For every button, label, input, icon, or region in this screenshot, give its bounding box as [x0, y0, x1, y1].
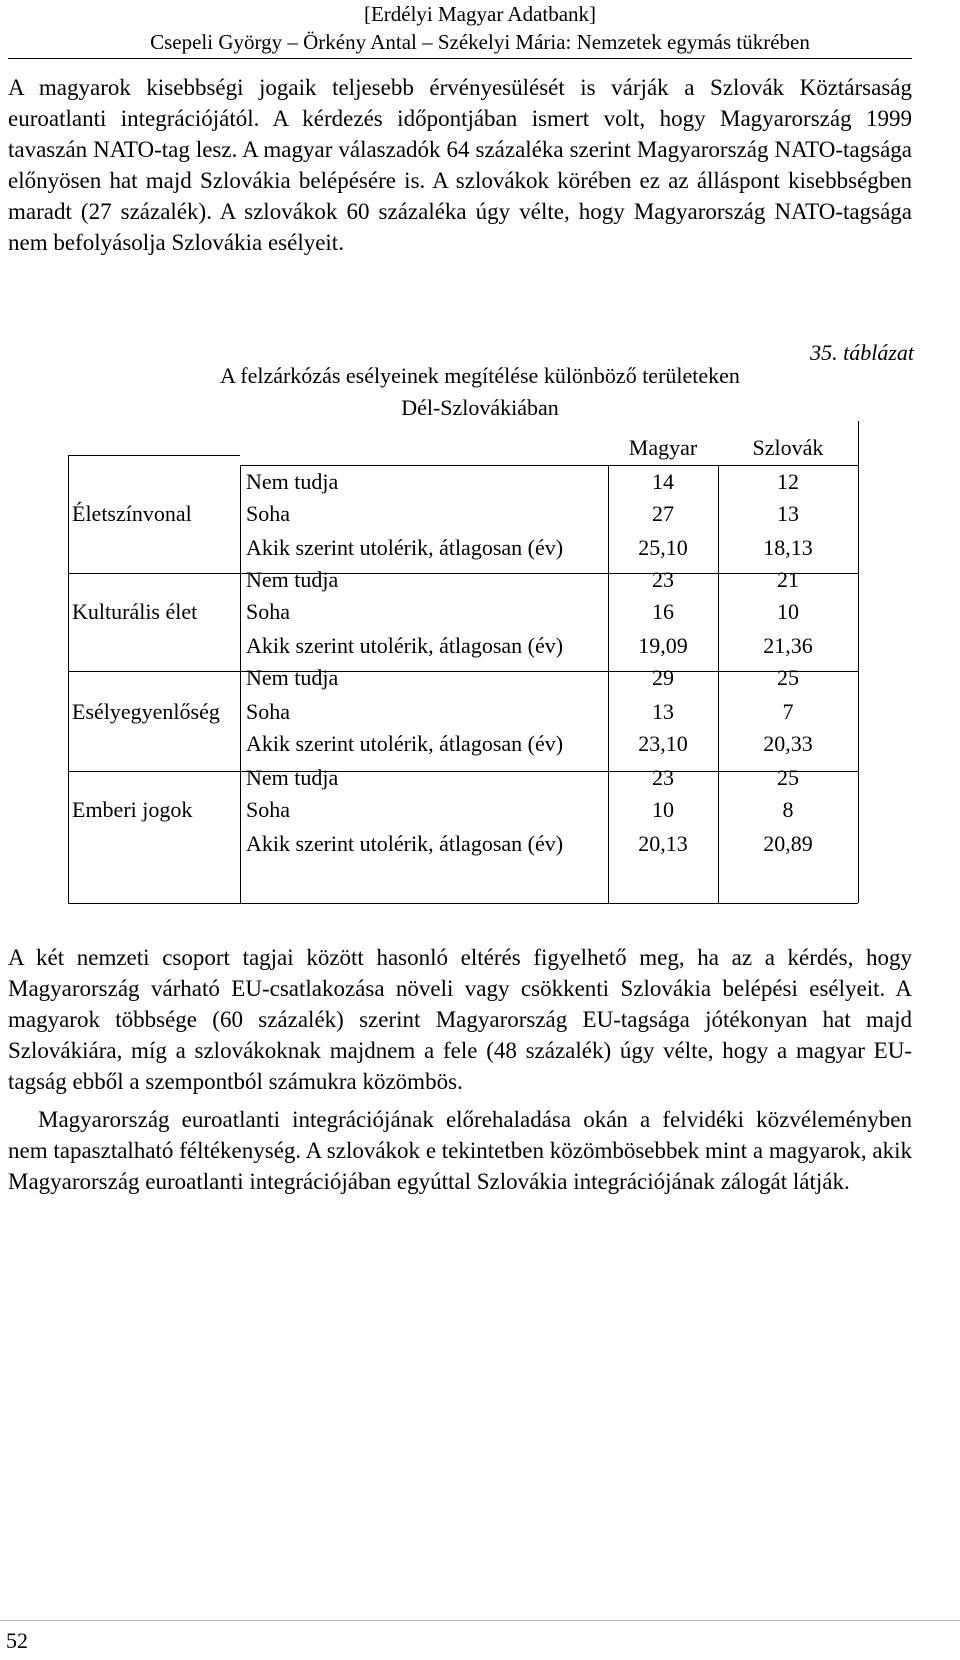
table-rule: [240, 465, 241, 903]
row-label: Soha: [246, 501, 290, 526]
table-rule: [68, 455, 240, 456]
cell-szlovak: 12: [777, 469, 799, 494]
table-rule: [68, 455, 69, 903]
cell-szlovak: 13: [777, 501, 799, 526]
group-label: Életszínvonal: [72, 501, 192, 526]
table-rule: [68, 903, 858, 904]
cell-magyar: 29: [652, 665, 674, 690]
cell-magyar: 19,09: [638, 633, 688, 658]
cell-magyar: 23: [652, 567, 674, 592]
cell-magyar: 16: [652, 599, 674, 624]
paragraph-2: A két nemzeti csoport tagjai között hasonló eltérés figyelhető meg, ha az a kérdés, hogy Magyarország várható EU-csatlakozása növeli vagy csökkenti Szlovákia belépési esélyeit. A magyarok többsége (60 százalék) szerint Magyarország EU-tagsága jótékonyan hat majd Szlovákiára, míg a szlovákoknak majdnem a fele (48 százalék) úgy vélte, hogy a magyar EU-tagság ebből a szempontból számukra közömbös.: [8, 945, 912, 1094]
row-label: Akik szerint utolérik, átlagosan (év): [246, 633, 564, 658]
cell-magyar: 10: [652, 797, 674, 822]
col-header-magyar: Magyar: [628, 435, 698, 460]
row-label: Soha: [246, 699, 290, 724]
cell-magyar: 20,13: [638, 831, 688, 856]
cell-szlovak: 20,33: [763, 731, 813, 756]
header-rule: [8, 58, 912, 59]
row-label: Nem tudja: [246, 469, 339, 494]
page-number: 52: [6, 1628, 28, 1653]
cell-szlovak: 25: [777, 765, 799, 790]
cell-szlovak: 20,89: [763, 831, 813, 856]
group-label: Kulturális élet: [72, 599, 198, 624]
row-label: Akik szerint utolérik, átlagosan (év): [246, 535, 564, 560]
cell-magyar: 25,10: [638, 535, 688, 560]
group-label: Esélyegyenlőség: [72, 699, 220, 724]
cell-magyar: 23,10: [638, 731, 688, 756]
col-header-szlovak: Szlovák: [752, 435, 824, 460]
table-rule: [858, 421, 859, 903]
row-label: Nem tudja: [246, 567, 339, 592]
cell-magyar: 13: [652, 699, 674, 724]
cell-szlovak: 25: [777, 665, 799, 690]
row-label: Nem tudja: [246, 765, 339, 790]
cell-magyar: 14: [652, 469, 674, 494]
paragraph-3: Magyarország euroatlanti integrációjának előrehaladása okán a felvidéki közvéleményben nem tapasztalható féltékenység. A szlovákok e tekintetben közömbösebbek mint a magyarok, akik Magyarország euroatlanti integrációjában egyúttal Szlovákia integrációjának zálogát látják.: [8, 1107, 912, 1194]
footer-rule: [0, 1620, 960, 1621]
header-title: Csepeli György – Örkény Antal – Székelyi Mária: Nemzetek egymás tükrében: [150, 30, 810, 54]
cell-magyar: 23: [652, 765, 674, 790]
cell-szlovak: 7: [782, 699, 794, 724]
table-number: 35. táblázat: [810, 340, 914, 365]
paragraph-1: A magyarok kisebbségi jogaik teljesebb érvényesülését is várják a Szlovák Köztársaság euroatlanti integrációjától. A kérdezés időpontjában ismert volt, hogy Magyarország 1999 tavaszán NATO-tag lesz. A magyar válaszadók 64 százaléka szerint Magyarország NATO-tagsága előnyösen hat majd Szlovákia belépésére is. A szlovákok körében ez az álláspont kisebbségben maradt (27 százalék). A szlovákok 60 százaléka úgy vélte, hogy Magyarország NATO-tagsága nem befolyásolja Szlovákia esélyeit.: [8, 75, 912, 255]
cell-szlovak: 18,13: [763, 535, 813, 560]
page-header: [0, 0, 960, 56]
row-label: Nem tudja: [246, 665, 339, 690]
row-label: Soha: [246, 797, 290, 822]
cell-szlovak: 21: [777, 567, 799, 592]
cell-szlovak: 10: [777, 599, 799, 624]
cell-magyar: 27: [652, 501, 674, 526]
caption-line-2: Dél-Szlovákiában: [401, 395, 559, 420]
data-table: [68, 435, 858, 903]
cell-szlovak: 8: [782, 797, 794, 822]
cell-szlovak: 21,36: [763, 633, 813, 658]
source-label: [Erdélyi Magyar Adatbank]: [363, 2, 597, 26]
caption-line-1: A felzárkózás esélyeinek megítélése különböző területeken: [220, 363, 740, 388]
group-label: Emberi jogok: [72, 797, 193, 822]
row-label: Soha: [246, 599, 290, 624]
row-label: Akik szerint utolérik, átlagosan (év): [246, 831, 564, 856]
table-caption: [0, 360, 960, 424]
row-label: Akik szerint utolérik, átlagosan (év): [246, 731, 564, 756]
